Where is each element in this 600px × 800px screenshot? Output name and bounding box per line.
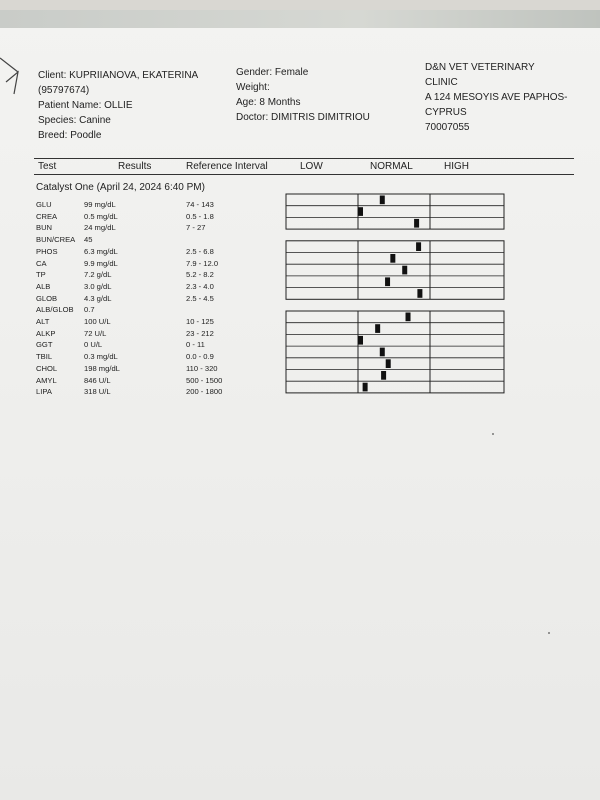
result-marker xyxy=(385,277,390,286)
result-marker xyxy=(406,313,411,322)
clinic-line-5: 70007055 xyxy=(425,122,470,133)
test-result: 3.0 g/dL xyxy=(84,281,112,291)
test-result: 0 U/L xyxy=(84,340,103,350)
test-name: BUN/CREA xyxy=(36,235,76,245)
test-name: GLU xyxy=(36,200,52,209)
test-reference: 10 - 125 xyxy=(186,317,214,326)
test-reference: 7.9 - 12.0 xyxy=(186,258,219,268)
col-low: LOW xyxy=(300,161,323,172)
test-name: TBIL xyxy=(36,352,53,362)
col-results: Results xyxy=(118,161,152,172)
result-marker xyxy=(380,196,385,205)
test-name: PHOS xyxy=(36,246,58,256)
gauge-box xyxy=(286,241,504,299)
test-result: 9.9 mg/dL xyxy=(84,258,118,268)
result-marker xyxy=(416,242,421,251)
gender: Gender: Female xyxy=(236,67,309,78)
section-title: Catalyst One (April 24, 2024 6:40 PM) xyxy=(36,182,205,193)
client-id: (95797674) xyxy=(38,85,90,96)
test-reference: 500 - 1500 xyxy=(186,375,223,385)
test-name: ALB xyxy=(36,281,51,291)
test-name: CREA xyxy=(36,211,58,221)
test-result: 6.3 mg/dL xyxy=(84,246,118,256)
test-result: 318 U/L xyxy=(84,387,111,397)
test-result: 24 mg/dL xyxy=(84,223,116,233)
result-marker xyxy=(381,371,386,380)
test-reference: 23 - 212 xyxy=(186,328,214,338)
col-reference: Reference Interval xyxy=(186,161,268,172)
doctor: Doctor: DIMITRIS DIMITRIOU xyxy=(236,112,370,123)
gauge-box xyxy=(286,194,504,229)
result-marker xyxy=(375,324,380,333)
test-reference: 2.3 - 4.0 xyxy=(186,281,214,291)
test-result: 45 xyxy=(84,235,93,245)
test-result: 0.3 mg/dL xyxy=(84,352,118,362)
paper-speck xyxy=(548,632,550,634)
test-reference: 110 - 320 xyxy=(186,363,218,373)
result-marker xyxy=(414,219,419,228)
test-name: AMYL xyxy=(36,375,57,385)
test-reference: 2.5 - 6.8 xyxy=(186,246,214,256)
result-marker xyxy=(363,383,368,392)
test-name: CHOL xyxy=(36,363,58,373)
result-marker xyxy=(402,266,407,275)
clinic-line-2: CLINIC xyxy=(425,77,458,88)
test-result: 846 U/L xyxy=(84,375,111,385)
clinic-line-3: A 124 MESOYIS AVE PAPHOS- xyxy=(425,92,568,103)
result-marker xyxy=(358,207,363,216)
test-name: BUN xyxy=(36,223,53,233)
paper-speck xyxy=(492,433,494,435)
result-marker xyxy=(417,289,422,298)
test-reference: 0.0 - 0.9 xyxy=(186,352,214,362)
test-result: 72 U/L xyxy=(84,328,107,338)
col-test: Test xyxy=(38,161,57,172)
test-name: ALT xyxy=(36,317,50,326)
test-reference: 0 - 11 xyxy=(186,340,205,350)
result-marker xyxy=(358,336,363,345)
test-name: ALKP xyxy=(36,328,56,338)
test-result: 7.2 g/dL xyxy=(84,270,112,280)
result-marker xyxy=(380,348,385,357)
test-reference: 0.5 - 1.8 xyxy=(186,211,214,221)
test-reference: 5.2 - 8.2 xyxy=(186,270,214,280)
test-reference: 7 - 27 xyxy=(186,223,206,233)
test-result: 100 U/L xyxy=(84,317,111,326)
gauge-box xyxy=(286,311,504,393)
age: Age: 8 Months xyxy=(236,97,301,108)
result-marker xyxy=(390,254,395,263)
test-result: 0.7 xyxy=(84,305,95,315)
result-marker xyxy=(386,359,391,368)
test-name: TP xyxy=(36,270,46,280)
client-name: Client: KUPRIIANOVA, EKATERINA xyxy=(38,70,199,81)
test-result: 4.3 g/dL xyxy=(84,293,112,303)
patient-name: Patient Name: OLLIE xyxy=(38,100,133,111)
test-result: 99 mg/dL xyxy=(84,200,116,209)
test-name: LIPA xyxy=(36,387,52,397)
test-result: 0.5 mg/dL xyxy=(84,211,118,221)
col-normal: NORMAL xyxy=(370,161,413,172)
clinic-line-4: CYPRUS xyxy=(425,107,467,118)
breed: Breed: Poodle xyxy=(38,130,102,141)
test-name: GGT xyxy=(36,340,53,350)
col-high: HIGH xyxy=(444,161,469,172)
test-name: ALB/GLOB xyxy=(36,305,74,315)
test-reference: 74 - 143 xyxy=(186,200,214,209)
clinic-line-1: D&N VET VETERINARY xyxy=(425,62,535,73)
weight: Weight: xyxy=(236,82,270,93)
test-name: GLOB xyxy=(36,293,58,303)
test-result: 198 mg/dL xyxy=(84,363,120,373)
test-reference: 2.5 - 4.5 xyxy=(186,293,214,303)
test-name: CA xyxy=(36,258,47,268)
species: Species: Canine xyxy=(38,115,111,126)
test-reference: 200 - 1800 xyxy=(186,387,223,397)
